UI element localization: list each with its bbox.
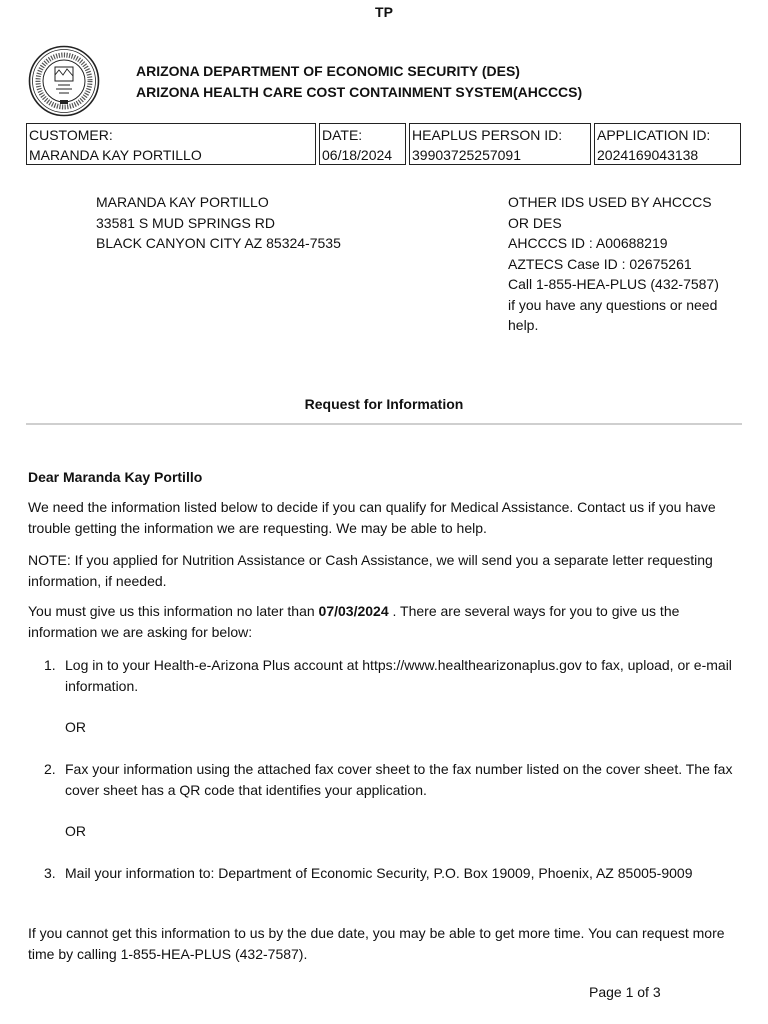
date-box — [319, 123, 406, 165]
application-id-label: APPLICATION ID: — [597, 127, 711, 143]
heaplus-person-id-label: HEAPLUS PERSON ID: — [412, 127, 563, 143]
heaplus-person-id-value: 39903725257091 — [412, 147, 522, 163]
deadline-text-before: You must give us this information no later than — [28, 603, 319, 619]
list-item-number: 3. — [44, 865, 56, 881]
other-ids-heading-1: OTHER IDS USED BY AHCCCS — [508, 194, 712, 210]
paragraph-note: NOTE: If you applied for Nutrition Assistance or Cash Assistance, we will send you a separate letter requesting information, if needed. — [28, 552, 713, 589]
address-city: BLACK CANYON CITY AZ 85324-7535 — [96, 235, 341, 251]
deadline-date: 07/03/2024 — [318, 603, 389, 619]
address-street: 33581 S MUD SPRINGS RD — [96, 214, 275, 231]
list-item — [44, 655, 744, 696]
customer-label: CUSTOMER: — [29, 127, 113, 143]
address-name: MARANDA KAY PORTILLO — [96, 194, 269, 210]
or-separator: OR — [65, 823, 86, 839]
list-item-number: 1. — [44, 657, 56, 673]
deadline-text-after: . There are several ways for you to give us the information we are asking for below: — [28, 603, 680, 640]
list-item — [44, 863, 744, 884]
call-line-2: if you have any questions or need — [508, 296, 718, 313]
top-mark: TP — [375, 4, 393, 20]
aztecs-case-id: AZTECS Case ID : 02675261 — [508, 255, 692, 272]
list-item-text: Fax your information using the attached fax cover sheet to the fax number listed on the cover sheet. The fax cover sheet has a QR code that identifies your application. — [65, 761, 733, 798]
application-id-value: 2024169043138 — [597, 147, 699, 163]
application-id-box — [594, 123, 741, 165]
list-item — [44, 759, 744, 800]
paragraph-more-time: If you cannot get this information to us by the due date, you may be able to get more time. You can request more time by calling 1-855-HEA-PLUS (432-7587). — [28, 925, 725, 962]
header-line-ahcccs: ARIZONA HEALTH CARE COST CONTAINMENT SYSTEM(AHCCCS) — [136, 84, 583, 100]
list-item-text: Mail your information to: Department of Economic Security, P.O. Box 19009, Phoenix, AZ 85005-9009 — [65, 865, 693, 881]
other-ids-heading-2: OR DES — [508, 214, 562, 231]
date-label: DATE: — [322, 127, 363, 143]
call-line-1: Call 1-855-HEA-PLUS (432-7587) — [508, 276, 719, 292]
ahcccs-id: AHCCCS ID : A00688219 — [508, 235, 668, 251]
page-title: Request for Information — [304, 396, 464, 412]
customer-value: MARANDA KAY PORTILLO — [29, 147, 202, 163]
customer-box — [26, 123, 316, 165]
arizona-state-seal-icon — [28, 45, 100, 117]
list-item-number: 2. — [44, 761, 56, 777]
paragraph-qualify: We need the information listed below to decide if you can qualify for Medical Assistance. Contact us if you have trouble getting the information we are requesting. We may be able to help. — [28, 499, 716, 536]
paragraph-deadline — [28, 601, 744, 642]
date-value: 06/18/2024 — [322, 147, 393, 163]
mailing-address — [96, 192, 341, 254]
header-line-des: ARIZONA DEPARTMENT OF ECONOMIC SECURITY (DES) — [136, 63, 520, 79]
title-divider — [26, 423, 742, 425]
page-number: Page 1 of 3 — [589, 984, 661, 1000]
call-line-3: help. — [508, 317, 539, 333]
heaplus-person-id-box — [409, 123, 591, 165]
greeting: Dear Maranda Kay Portillo — [28, 469, 203, 485]
or-separator: OR — [65, 719, 86, 735]
other-ids-block — [508, 192, 746, 336]
list-item-text: Log in to your Health-e-Arizona Plus account at https://www.healthearizonaplus.gov to fax, upload, or e-mail information. — [65, 657, 732, 694]
